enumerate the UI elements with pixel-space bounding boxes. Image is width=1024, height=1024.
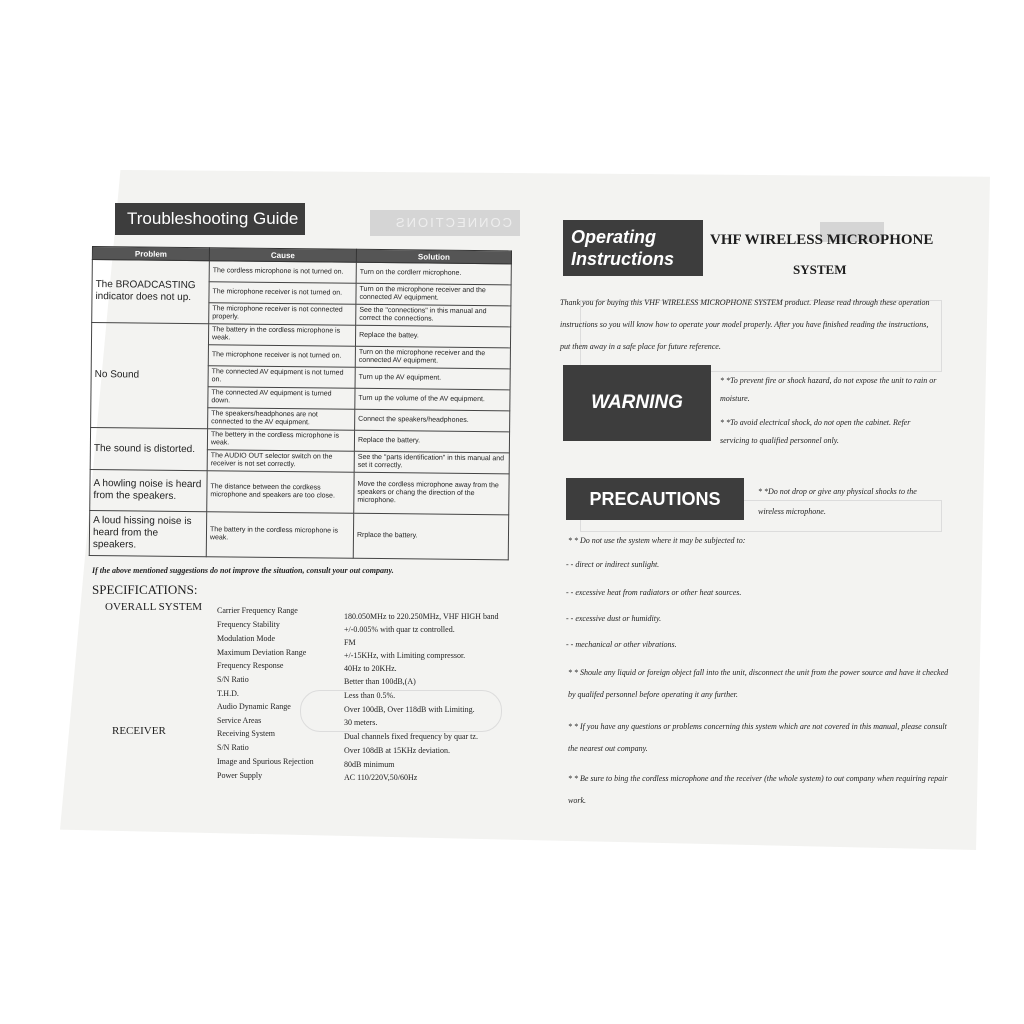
problem-cell: No Sound (91, 323, 209, 429)
solution-cell: Turn on the microphone receiver and the connected AV equipment. (355, 346, 510, 369)
precaution-item: * * Shoule any liquid or foreign object fall into the unit, disconnect the unit from the power source and have it checked by qualifed personnel before operating it any further. (568, 668, 949, 699)
spec-label: Carrier Frequency Range (217, 606, 298, 615)
troubleshooting-table (89, 246, 512, 560)
precaution-item: * * Do not use the system where it may be subjected to: (568, 536, 746, 545)
spec-label: T.H.D. (217, 689, 239, 698)
cause-cell: The AUDIO OUT selector switch on the receiver is not set correctly. (207, 450, 354, 473)
specifications-title: SPECIFICATIONS: (92, 582, 198, 597)
spec-value: +/-0.005% with quar tz controlled. (344, 625, 455, 634)
overall-system-label: OVERALL SYSTEM (105, 601, 203, 613)
cause-cell: The distance between the cordkess microphone and speakers are too close. (207, 471, 354, 514)
spec-value: FM (344, 638, 356, 647)
precaution-subitem: - - direct or indirect sunlight. (566, 560, 660, 569)
table-row (91, 323, 510, 348)
cause-cell: The microphone receiver is not turned on. (208, 345, 355, 368)
cause-cell: The bettery in the cordless microphone is weak. (207, 429, 354, 452)
spec-value: 40Hz to 20KHz. (344, 664, 397, 673)
cause-cell: The speakers/headphones are not connected to the AV equipment. (208, 408, 355, 431)
header-problem: Problem (92, 247, 209, 261)
spec-label: Frequency Stability (217, 620, 280, 629)
precaution-item: * * If you have any questions or problems concerning this system which are not covered in this manual, please consult the nearest out company. (568, 722, 947, 753)
spec-label: S/N Ratio (217, 675, 249, 684)
spec-value: Better than 100dB,(A) (344, 677, 416, 686)
receiver-label: RECEIVER (112, 725, 166, 737)
spec-value: Over 108dB at 15KHz deviation. (344, 746, 450, 755)
precaution-item: * * Be sure to bing the cordless microphone and the receiver (the whole system) to out company when requiring repair work. (568, 774, 948, 805)
spec-label: Modulation Mode (217, 634, 275, 643)
troubleshooting-title: Troubleshooting Guide (115, 203, 305, 235)
warning-title: WARNING (563, 365, 711, 441)
spec-label: Image and Spurious Rejection (217, 757, 314, 766)
spec-value: +/-15KHz, with Limiting compressor. (344, 651, 466, 660)
troubleshooting-note: If the above mentioned suggestions do not improve the situation, consult your out company. (92, 566, 394, 575)
operating-title-line2: Instructions (571, 249, 675, 269)
solution-cell: Rrplace the battery. (353, 513, 508, 560)
spec-label: Service Areas (217, 716, 262, 725)
precautions-title: PRECAUTIONS (566, 478, 744, 520)
solution-cell: See the "parts identification" in this manual and set it correctly. (354, 451, 509, 474)
spec-value: 180.050MHz to 220.250MHz, VHF HIGH band (344, 612, 499, 621)
solution-cell: Turn on the microphone receiver and the connected AV equipment. (356, 283, 511, 306)
table-row (90, 427, 509, 452)
problem-cell: The BROADCASTING indicator does not up. (92, 260, 210, 324)
intro-paragraph: Thank you for buying this VHF WIRELESS MICROPHONE SYSTEM product. Please read through these operation instructions so you will know how to operate your model properly. After you have finished reading the instructions, put them away in a safe place for future reference. (560, 298, 930, 351)
product-title: VHF WIRELESS MICROPHONE (710, 232, 934, 248)
spec-value: Over 100dB, Over 118dB with Limiting. (344, 705, 475, 714)
spec-value: 80dB minimum (344, 760, 395, 769)
cause-cell: The microphone receiver is not turned on. (209, 282, 356, 305)
cause-cell: The battery in the cordless microphone is weak. (206, 512, 353, 559)
solution-cell: Replace the battey. (355, 325, 510, 348)
cause-cell: The microphone receiver is not connected properly. (209, 303, 356, 326)
solution-cell: See the "connections" in this manual and correct the connections. (356, 304, 511, 327)
solution-cell: Connect the speakers/headphones. (355, 409, 510, 432)
table-row (92, 260, 511, 285)
precaution-subitem: - - mechanical or other vibrations. (566, 640, 677, 649)
product-subtitle: SYSTEM (793, 262, 847, 277)
spec-label: Maximum Deviation Range (217, 648, 307, 657)
cause-cell: The battery in the cordless microphone is weak. (208, 324, 355, 347)
precaution-subitem: - - excessive heat from radiators or other heat sources. (566, 588, 742, 597)
spec-label: Audio Dynamic Range (217, 702, 291, 711)
solution-cell: Turn up the volume of the AV equipment. (355, 388, 510, 411)
problem-cell: The sound is distorted. (90, 427, 207, 470)
solution-cell: Move the cordless microphone away from the speakers or chang the direction of the microphone. (354, 472, 509, 515)
spec-label: Frequency Response (217, 661, 284, 670)
table-row (90, 469, 509, 514)
problem-cell: A loud hissing noise is heard from the speakers. (89, 510, 206, 556)
connections-ghost-label: CONNECTIONS (370, 210, 520, 236)
spec-label: Power Supply (217, 771, 263, 780)
header-solution: Solution (356, 249, 511, 264)
spec-value: 30 meters. (344, 718, 378, 727)
spec-value: Less than 0.5%. (344, 691, 396, 700)
solution-cell: Turn up the AV equipment. (355, 367, 510, 390)
operating-instructions-title (563, 220, 703, 276)
warning-text-2: * *To avoid electrical shock, do not open the cabinet. Refer servicing to qualified personnel only. (720, 418, 911, 445)
solution-cell: Replace the battery. (354, 430, 509, 453)
cause-cell: The cordless microphone is not turned on. (209, 261, 356, 284)
cause-cell: The connected AV equipment is not turned on. (208, 366, 355, 389)
spec-label: S/N Ratio (217, 743, 249, 752)
table-row (89, 510, 508, 559)
header-cause: Cause (209, 248, 356, 263)
spec-label: Receiving System (217, 729, 275, 738)
spec-value: AC 110/220V,50/60Hz (344, 773, 418, 782)
spec-value: Dual channels fixed frequency by quar tz. (344, 732, 478, 741)
problem-cell: A howling noise is heard from the speakers. (90, 469, 207, 511)
cause-cell: The connected AV equipment is turned down. (208, 387, 355, 410)
solution-cell: Turn on the cordlerr microphone. (356, 262, 511, 285)
precautions-head: * *Do not drop or give any physical shocks to the wireless microphone. (758, 487, 917, 516)
precaution-subitem: - - excessive dust or humidity. (566, 614, 662, 623)
warning-text-1: * *To prevent fire or shock hazard, do not expose the unit to rain or moisture. (720, 376, 937, 403)
operating-title-line1: Operating (571, 227, 657, 247)
